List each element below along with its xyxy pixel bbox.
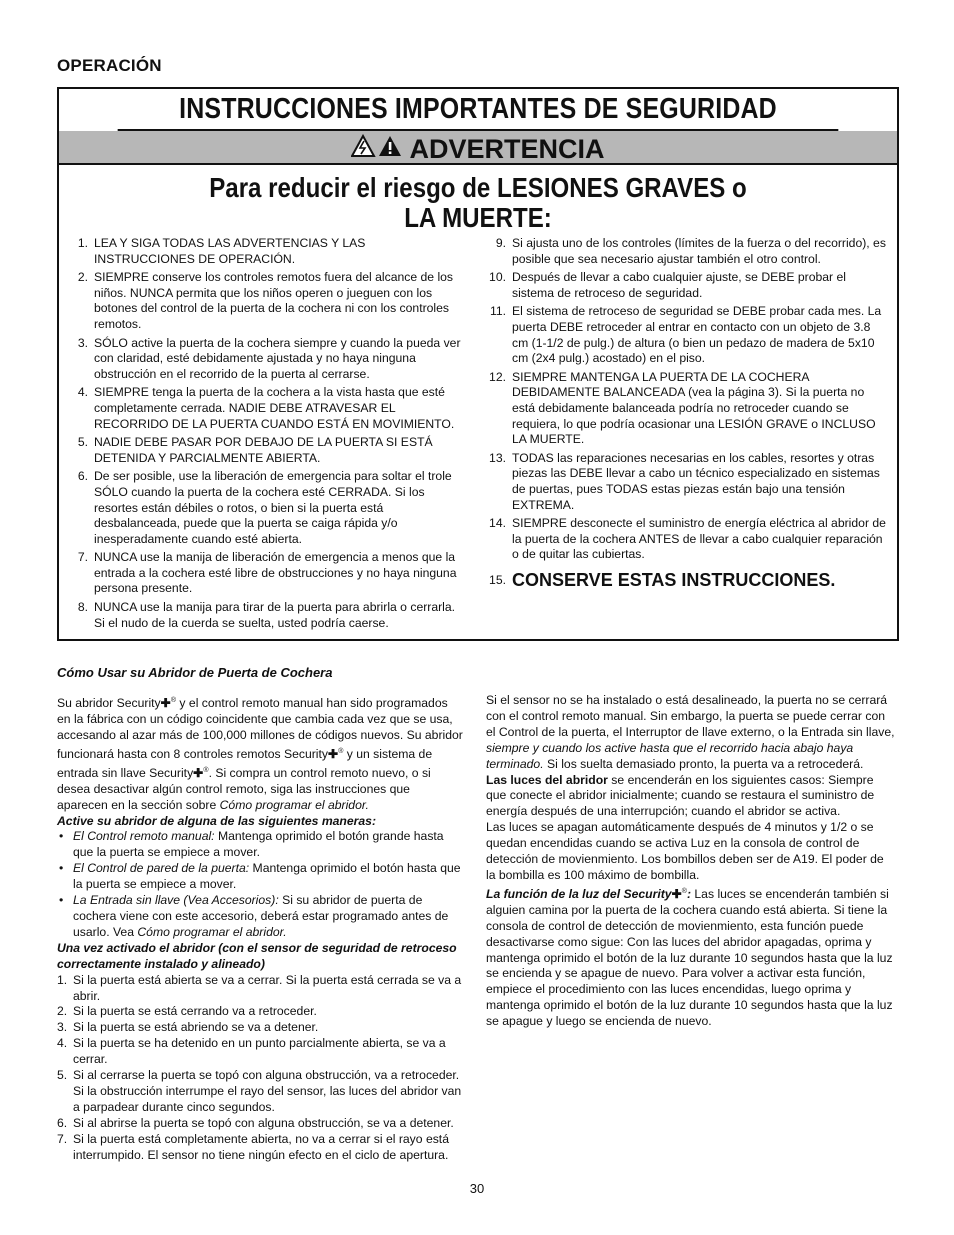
list-item: • El Control de pared de la puerta: Mantenga oprimido el botón hasta que la puerta se empiece a mover. — [57, 861, 463, 893]
subheading-line-1: Para reducir el riesgo de LESIONES GRAVES o — [209, 172, 747, 203]
warning-item: 8. NUNCA use la manija para tirar de la puerta para abrirla o cerrarla. Si el nudo de la cuerda se suelta, usted podría caerse. — [77, 600, 456, 630]
intro-paragraph: Su abridor Security✚® y el control remoto manual han sido programados en la fábrica con un código coincidente que cambia cada vez que se usa, accesando al azar más de 100,000 millones de códigos nuevos. Su abridor funcionará hasta con 8 controles remotos Security✚® y un sistema de entrada sin llave Security✚®. Si compra un control remoto nuevo, o si desea desactivar algún control remoto, siga las instrucciones que aparecen en la sección sobre Cómo programar el abridor. — [57, 696, 463, 812]
howto-right-column — [486, 693, 896, 1030]
behavior-list — [57, 973, 463, 1164]
warning-item: 2. SIEMPRE conserve los controles remotos fuera del alcance de los niños. NUNCA permita que los niños operen o jueguen con los botones del control de la puerta de la cochera ni con los controles remotos. — [77, 270, 454, 331]
warning-item: 11. El sistema de retroceso de seguridad se DEBE probar cada mes. La puerta DEBE retroceder al entrar en contacto con un objeto de 3.8 cm (1-1/2 de pulg.) de altura (o bien un pedazo de madera de 5x10 cm (2x4 pulg.) acostado) en el piso. — [489, 304, 882, 366]
lights-paragraph: Las luces del abridor se encenderán en los siguientes casos: Siempre que conecte el abridor inicialmente; cuando se restaura el suministro de energía después de una interrupción; cuando el abridor se activa. — [486, 772, 875, 819]
list-item: 6. Si al abrirse la puerta se topó con alguna obstrucción, se va a detener. — [57, 1115, 454, 1130]
hazard-icon — [351, 134, 403, 158]
list-item: 5. Si al cerrarse la puerta se topó con alguna obstrucción, va a retroceder. Si la obstrucción interrumpe el rayo del sensor, las luces del abridor van a parpadear durante cinco segundos. — [57, 1068, 462, 1114]
warning-item-conserve: 15. CONSERVE ESTAS INSTRUCCIONES. — [489, 569, 836, 590]
security-plus-mark: ✚ — [193, 765, 204, 780]
page-number: 30 — [469, 1181, 485, 1196]
warning-item: 9. Si ajusta uno de los controles (límites de la fuerza o del recorrido), es posible que sea necesario ajustar también el otro control. — [495, 236, 886, 266]
warning-item: 7. NUNCA use la manija de liberación de emergencia a menos que la entrada a la cochera esté libre de obstrucciones y no haya ninguna persona presente. — [77, 550, 457, 596]
safety-title: INSTRUCCIONES IMPORTANTES DE SEGURIDAD — [118, 89, 839, 131]
light-feature-paragraph: La función de la luz del Security✚®: Las luces se encenderán también si alguien camina por la puerta de la cochera cuando está abierta. Si tiene la consola de control de detección de movienmiento, esta función puede desactivarse como sigue: Con las luces del abridor apagadas, oprima y mantenga oprimido el botón de la luz durante 10 segundos hasta que la luz se encienda y se apague de nuevo. Para volver a activar esta función, empiece el procedimiento con las luces encendidas, luego oprima y mantenga oprimido el botón de la luz durante 10 segundos hasta que la luz se apague y luego se encienda de nuevo. — [486, 886, 893, 1029]
security-plus-mark: ✚ — [327, 746, 339, 761]
list-item: 2. Si la puerta se está cerrando va a retroceder. — [57, 1004, 317, 1019]
warning-column-right — [484, 236, 889, 594]
list-item: 4. Si la puerta se ha detenido en un punto parcialmente abierta, se va a cerrar. — [57, 1036, 446, 1067]
warning-item: 14. SIEMPRE desconecte el suministro de energía eléctrica al abridor de la puerta de la cochera ANTES de llevar a cabo cualquier reparación o de quitar las cubiertas. — [489, 516, 886, 562]
subheading-line-2: LA MUERTE: — [404, 202, 552, 233]
warning-item: 13. TODAS las reparaciones necesarias en los cables, resortes y otras piezas las DEBE llevar a cabo un técnico especializado en sistemas de puertas, pues TODAS estas piezas están bajo una tensión EXTREMA. — [489, 450, 880, 512]
warning-item: 5. NADIE DEBE PASAR POR DEBAJO DE LA PUERTA SI ESTÁ DETENIDA Y PARCIALMENTE ABIERTA. — [77, 435, 433, 465]
sensor-paragraph: Si el sensor no se ha instalado o está desalineado, la puerta no se cerrará con el control remoto manual. Sin embargo, la puerta se puede cerrar con el Control de la puerta, el Interruptor de llave externo, o la Entrada sin llave, siempre y cuando los active hasta que el recorrido hacia abajo haya terminado. Si los suelta demasiado pronto, la puerta va a retrocederá. — [486, 693, 895, 771]
activate-list — [57, 829, 463, 940]
warning-item: 4. SIEMPRE tenga la puerta de la cochera a la vista hasta que esté completamente cerrada. NADIE DEBE ATRAVESAR EL RECORRIDO DE LA PUERTA CUANDO ESTÁ EN MOVIMIENTO. — [77, 385, 455, 431]
list-item: 7. Si la puerta está completamente abierta, no va a cerrar si el rayo está interrumpido. El sensor no tiene ningún efecto en el ciclo de apertura. — [57, 1131, 449, 1162]
warning-icons — [351, 133, 403, 165]
safety-box — [57, 87, 899, 641]
warning-bar — [59, 131, 897, 165]
warning-item: 10. Después de llevar a cabo cualquier ajuste, se DEBE probar el sistema de retroceso de seguridad. — [489, 270, 846, 300]
section-title: OPERACIÓN — [57, 56, 162, 75]
once-activated-heading: Una vez activado el abridor (con el sensor de seguridad de retroceso correctamente instalado y alineado) — [57, 940, 457, 971]
howto-heading: Cómo Usar su Abridor de Puerta de Cochera — [57, 665, 333, 680]
activate-heading: Active su abridor de alguna de las siguientes maneras: — [57, 813, 377, 828]
security-plus-mark: ✚ — [671, 886, 682, 901]
howto-left-column — [57, 693, 463, 1163]
warning-label: ADVERTENCIA — [409, 133, 605, 164]
warning-item: 12. SIEMPRE MANTENGA LA PUERTA DE LA COCHERA DEBIDAMENTE BALANCEADA (vea la página 3). Si la puerta no está debidamente balanceada podría no retroceder cuando se requiera, lo que podría ocasionar una LESIÓN GRAVE o INCLUSO LA MUERTE. — [489, 369, 876, 447]
warning-subheading — [118, 165, 839, 233]
list-item: • El Control remoto manual: Mantenga oprimido el botón grande hasta que la puerta se empiece a mover. — [57, 829, 463, 861]
list-item: • La Entrada sin llave (Vea Accesorios): Si su abridor de puerta de cochera viene con este accesorio, deberá estar programado antes de usarlo. Vea Cómo programar el abridor. — [57, 893, 463, 941]
security-plus-mark: ✚ — [160, 696, 171, 711]
warning-item: 1. LEA Y SIGA TODAS LAS ADVERTENCIAS Y LAS INSTRUCCIONES DE OPERACIÓN. — [77, 236, 366, 266]
list-item: 3. Si la puerta se está abriendo se va a detener. — [57, 1020, 319, 1035]
warning-item: 6. De ser posible, use la liberación de emergencia para soltar el trole SÓLO cuando la puerta de la cochera esté CERRADA. Si los resortes están débiles o rotos, o bien si la puerta está desbalanceada, puede que la puerta se caiga rápida y/o inesperadamente cuando esté abierta. — [77, 469, 452, 546]
list-item: 1. Si la puerta está abierta se va a cerrar. Si la puerta está cerrada se va a abrir. — [57, 972, 462, 1003]
warning-item: 3. SÓLO active la puerta de la cochera siempre y cuando la pueda ver con claridad, esté debidamente ajustada y no haya ninguna obstrucción en el recorrido de la puerta al cerrarse. — [77, 335, 461, 381]
lights-off-paragraph: Las luces se apagan automáticamente después de 4 minutos y 1/2 o se quedan encendidas cuando se activa Luz en la consola de control de detección de movienmiento. Los bombillos deben ser de A19. El poder de la bombilla es 100 máximo de bombilla. — [486, 820, 884, 882]
warning-column-left — [66, 236, 464, 634]
